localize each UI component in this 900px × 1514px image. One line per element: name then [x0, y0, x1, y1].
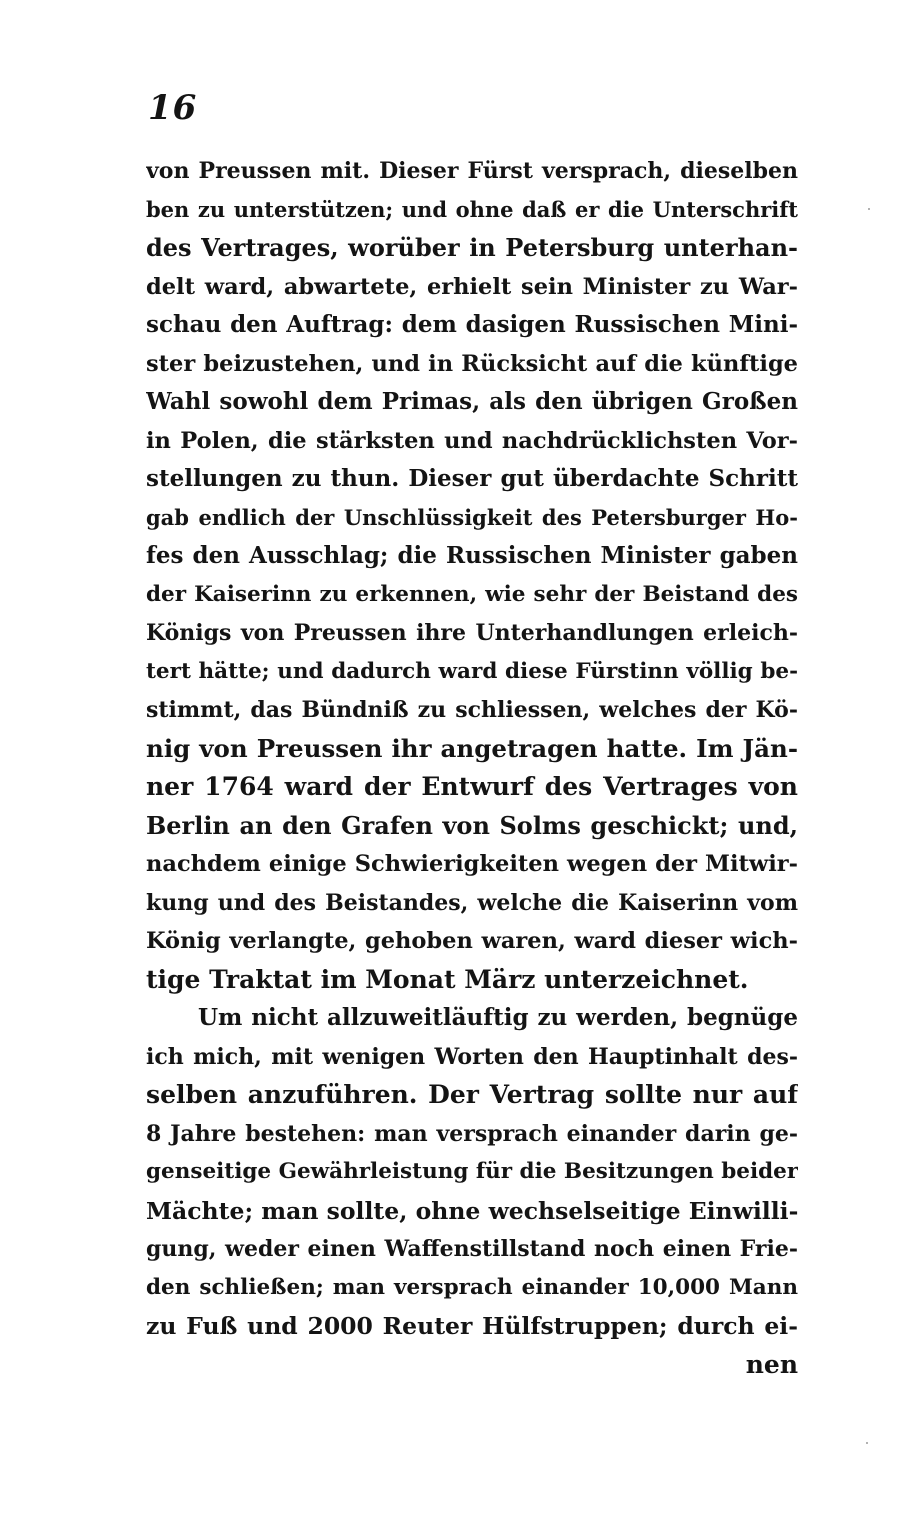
- text-line: Mächte; man sollte, ohne wechselseitige Einwilli-: [146, 1196, 798, 1225]
- catchword: nen: [745, 1349, 798, 1379]
- text-line: stellungen zu thun. Dieser gut überdachte Schritt: [146, 465, 798, 492]
- text-line: kung und des Beistandes, welche die Kaiserinn vom: [146, 889, 798, 916]
- text-line: tert hätte; und dadurch ward diese Fürstinn völlig be-: [146, 658, 798, 684]
- page-number: 16: [148, 88, 198, 128]
- paragraph-1: [146, 152, 798, 999]
- text-line: gab endlich der Unschlüssigkeit des Petersburger Ho-: [146, 504, 798, 530]
- text-line: Wahl sowohl dem Primas, als den übrigen Großen: [146, 388, 798, 415]
- text-line: nig von Preussen ihr angetragen hatte. Im Jän-: [146, 733, 798, 763]
- text-line: nachdem einige Schwierigkeiten wegen der Mitwir-: [146, 851, 798, 877]
- text-line: Königs von Preussen ihre Unterhandlungen erleich-: [146, 620, 798, 646]
- scan-speck: [866, 1442, 868, 1444]
- text-line: Um nicht allzuweitläuftig zu werden, begnüge: [198, 1004, 798, 1031]
- text-line: ich mich, mit wenigen Worten den Hauptinhalt des-: [146, 1043, 798, 1070]
- text-line: schau den Auftrag: dem dasigen Russischen Mini-: [146, 311, 798, 338]
- text-line: delt ward, abwartete, erhielt sein Minister zu War-: [146, 273, 798, 300]
- text-line: der Kaiserinn zu erkennen, wie sehr der Beistand des: [146, 581, 798, 607]
- scan-speck: [868, 208, 870, 210]
- text-line: ben zu unterstützen; und ohne daß er die Unterschrift: [146, 196, 798, 222]
- text-line: des Vertrages, worüber in Petersburg unterhan-: [146, 233, 798, 262]
- text-line: ner 1764 ward der Entwurf des Vertrages von: [146, 772, 798, 801]
- text-line: von Preussen mit. Dieser Fürst versprach, dieselben: [146, 158, 798, 184]
- text-line: den schließen; man versprach einander 10,000 Mann: [146, 1274, 798, 1300]
- text-line: König verlangte, gehoben waren, ward dieser wich-: [146, 928, 798, 954]
- paragraph-2: [146, 999, 798, 1346]
- text-line: genseitige Gewährleistung für die Besitzungen beider: [146, 1159, 798, 1184]
- text-line: selben anzuführen. Der Vertrag sollte nur auf: [146, 1080, 798, 1109]
- text-line: tige Traktat im Monat März unterzeichnet.: [146, 964, 749, 994]
- body-text: [146, 152, 798, 1384]
- text-line: stimmt, das Bündniß zu schliessen, welches der Kö-: [146, 697, 798, 723]
- text-line: zu Fuß und 2000 Reuter Hülfstruppen; durch ei-: [146, 1312, 798, 1340]
- text-line: gung, weder einen Waffenstillstand noch einen Frie-: [146, 1236, 798, 1262]
- text-line: 8 Jahre bestehen: man versprach einander darin ge-: [146, 1120, 798, 1147]
- text-line: Berlin an den Grafen von Solms geschickt; und,: [146, 810, 798, 840]
- text-line: in Polen, die stärksten und nachdrücklichsten Vor-: [146, 427, 798, 454]
- text-line: ster beizustehen, und in Rücksicht auf die künftige: [146, 350, 798, 377]
- text-line: fes den Ausschlag; die Russischen Minister gaben: [146, 542, 798, 569]
